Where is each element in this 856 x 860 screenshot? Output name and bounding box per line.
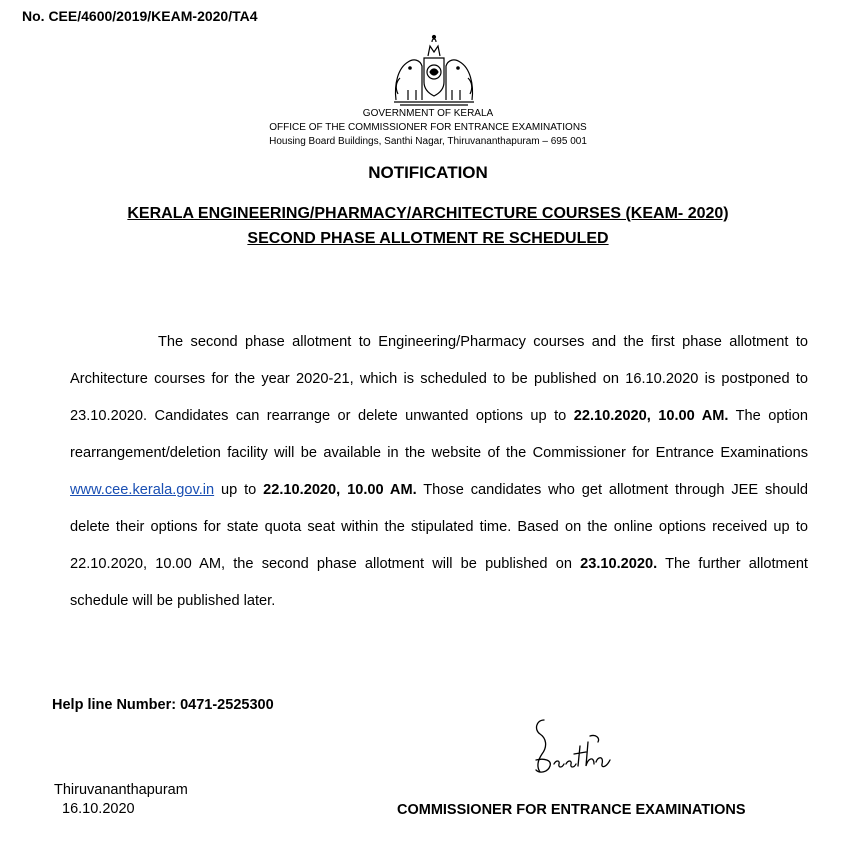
body-deadline-2: 22.10.2020, 10.00 AM. — [263, 482, 417, 498]
body-text-1: The second phase allotment to Engineering/Pharmacy courses and the first phase allotment to Architecture courses for the year 2020-21, which is scheduled to be published on 16.10.2020 is postponed to 23.10.2020. Candidates can rearrange or delete unwanted options up to — [70, 334, 808, 424]
body-deadline-1: 22.10.2020, 10.00 AM. — [573, 408, 729, 424]
place: Thiruvananthapuram — [54, 782, 188, 798]
signature-icon — [526, 716, 626, 778]
notification-body — [70, 324, 808, 620]
header-address: Housing Board Buildings, Santhi Nagar, Thiruvananthapuram – 695 001 — [269, 136, 587, 147]
cee-website-link[interactable]: www.cee.kerala.gov.in — [70, 482, 215, 498]
body-text-4: Those candidates who get allotment through JEE should delete their options for state quota seat within the stipulated time. Based on the online options received up to 22.10.2020, 10.00 AM, the second phase allotment will be published on — [70, 482, 808, 572]
reference-number: No. CEE/4600/2019/KEAM-2020/TA4 — [22, 8, 258, 24]
helpline-number: Help line Number: 0471-2525300 — [52, 697, 274, 713]
body-text-3: up to — [214, 482, 264, 498]
signatory-title: COMMISSIONER FOR ENTRANCE EXAMINATIONS — [397, 802, 746, 818]
kerala-emblem-icon — [390, 34, 478, 108]
body-text-5: The further allotment schedule will be published later. — [70, 556, 808, 609]
header-government: GOVERNMENT OF KERALA — [362, 108, 494, 119]
header-office: OFFICE OF THE COMMISSIONER FOR ENTRANCE EXAMINATIONS — [269, 122, 587, 133]
subject-line-1-text: KERALA ENGINEERING/PHARMACY/ARCHITECTURE COURSES (KEAM- 2020) — [127, 205, 729, 222]
body-text-2: The option rearrangement/deletion facility will be available in the website of the Commissioner for Entrance Examinations — [70, 408, 808, 461]
subject-line-2 — [0, 230, 856, 248]
subject-line-2-text: SECOND PHASE ALLOTMENT RE SCHEDULED — [247, 230, 609, 247]
body-publish-date: 23.10.2020. — [580, 556, 658, 572]
date: 16.10.2020 — [62, 801, 135, 817]
notification-title: NOTIFICATION — [368, 163, 488, 182]
subject-line-1 — [0, 205, 856, 223]
